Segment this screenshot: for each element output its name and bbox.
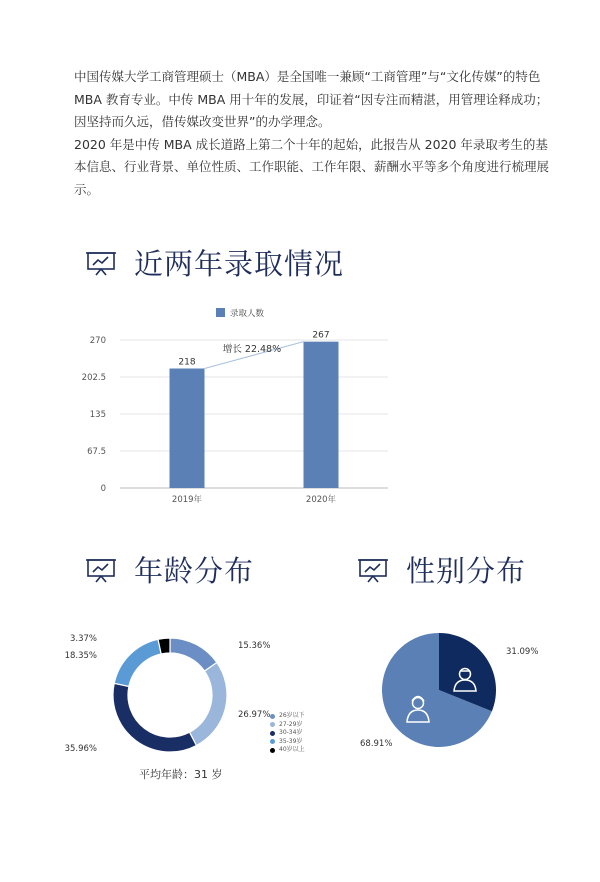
x-tick-label: 2020年 (305, 495, 337, 505)
legend-swatch (270, 714, 275, 719)
age-slice-27-29岁 (189, 663, 227, 746)
legend-swatch (216, 308, 225, 317)
growth-annotation: 增长 22.48% (222, 344, 282, 356)
legend-label: 35-39岁 (279, 737, 303, 745)
gender-slice-label: 31.09% (506, 647, 539, 657)
age-legend (270, 712, 305, 755)
presentation-board-icon (86, 250, 116, 276)
legend-swatch (270, 722, 275, 727)
gender-section-title: 性别分布 (406, 554, 527, 588)
age-legend-item (270, 721, 305, 730)
intro-text (74, 66, 554, 201)
gender-slice-label: 68.91% (360, 739, 393, 749)
section-gender (358, 549, 526, 590)
age-slice-30-34岁 (113, 683, 196, 752)
age-slice-label: 3.37% (69, 634, 97, 644)
legend-swatch (270, 748, 275, 753)
presentation-board-icon (86, 557, 116, 583)
section-age (86, 549, 254, 590)
y-tick-label: 270 (89, 336, 106, 346)
age-legend-item (270, 729, 305, 738)
age-slice-label: 26.97% (238, 710, 271, 720)
bar-value-label: 267 (312, 330, 330, 341)
legend-label: 40岁以上 (279, 746, 305, 753)
legend-swatch (270, 731, 275, 736)
y-tick-label: 0 (100, 484, 106, 494)
y-tick-label: 67.5 (87, 447, 106, 457)
age-legend-item (270, 738, 305, 747)
average-age-note: 平均年龄：31 岁 (139, 768, 223, 781)
legend-label: 30-34岁 (279, 729, 303, 736)
gender-pie-chart (340, 620, 600, 770)
age-slice-label: 18.35% (64, 651, 97, 661)
y-tick-label: 135 (89, 410, 106, 420)
age-donut-chart (0, 620, 303, 770)
age-slice-label: 35.96% (64, 744, 97, 754)
section-admission (86, 242, 344, 283)
legend-label: 27-29岁 (279, 720, 303, 728)
age-slice-26岁以下 (170, 638, 217, 671)
age-slice-label: 15.36% (238, 641, 271, 651)
bar-2020年 (304, 342, 339, 488)
bar-2019年 (170, 369, 205, 488)
bar-value-label: 218 (178, 357, 196, 368)
legend-label: 录取人数 (230, 309, 265, 319)
admission-section-title: 近两年录取情况 (134, 247, 345, 281)
admission-bar-chart (70, 300, 400, 510)
age-legend-item (270, 712, 305, 721)
intro-paragraph-1: 中国传媒大学工商管理硕士（MBA）是全国唯一兼顾“工商管理”与“文化传媒”的特色 MBA 教育专业。中传 MBA 用十年的发展，印证着“因专注而精湛，用管理诠释成功；因坚持而久远，借传媒改变世界”的办学理念。 (74, 69, 549, 129)
x-tick-label: 2019年 (171, 495, 203, 505)
legend-swatch (270, 739, 275, 744)
age-section-title: 年龄分布 (134, 554, 255, 588)
y-tick-label: 202.5 (81, 373, 106, 383)
age-legend-item (270, 746, 305, 755)
presentation-board-icon (358, 557, 388, 583)
age-slice-35-39岁 (114, 639, 161, 686)
legend-label: 26岁以下 (279, 712, 305, 719)
intro-paragraph-2: 2020 年是中传 MBA 成长道路上第二个十年的起始，此报告从 2020 年录取考生的基本信息、行业背景、单位性质、工作职能、工作年限、薪酬水平等多个角度进行梳理展示。 (74, 136, 550, 197)
